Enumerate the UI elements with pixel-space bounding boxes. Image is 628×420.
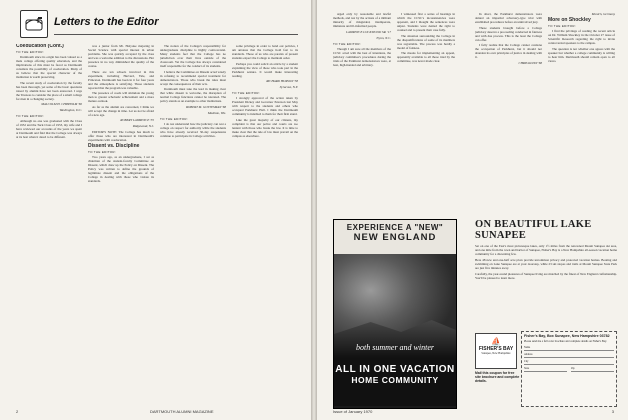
letter-paragraph: The presence of coeds will stimulate the young men to greater scholastic achievement and a more mature outlook. bbox=[88, 91, 154, 103]
ad-tagline: HOME COMMUNITY bbox=[351, 375, 439, 385]
letter-paragraph: Like the great majority of our citizens, my complaint is that our police and courts are too lenient with those who break the law. It is time to make clear that the rule of law must prevail on the campus as elsewhere. bbox=[232, 117, 298, 138]
letter-paragraph: In short, the Parkhurst demonstrators were denied an impartial adversary-type trial with established procedures before an uninvolved jury. bbox=[475, 12, 542, 24]
letter-paragraph: I believe the Committee on Dissent acted wisely in refusing to recommend special treatment for demonstrators. Those who break the rules must accept the consequences of their acts. bbox=[160, 69, 226, 86]
letters-column-1 bbox=[16, 44, 82, 404]
letter-paragraph: Perhaps you could solicit an article by a student explaining the view of those who took part in the Parkhurst seizure. It would make interesting reading. bbox=[232, 61, 298, 78]
ad-footer bbox=[334, 358, 456, 406]
letter-place: Tryon, N.C. bbox=[376, 35, 391, 40]
issue-date: Issue of January 1970 bbox=[333, 409, 373, 414]
coupon-city-field[interactable]: City bbox=[524, 359, 614, 365]
letter-paragraph: Although no one was graduated with the Class of 1952 and the Tuck Class of 1953, my wife and I have reviewed our accounts of the years we spent at Dartmouth and find that the College was always at its best when it dared to be different. bbox=[16, 119, 82, 139]
magazine-title: DARTMOUTH ALUMNI MAGAZINE bbox=[150, 409, 214, 414]
letters-masthead bbox=[18, 10, 298, 40]
letter-paragraph: I fully realize that the College cannot condone the occupation of Parkhurst, but it should not abandon its own principles of justice in dealing with it. bbox=[475, 43, 542, 59]
lake-sunapee-ad bbox=[475, 219, 617, 407]
letter-signature: ROBERT LAWRENCE '35 bbox=[120, 118, 154, 122]
section-heading: Coeducation (Cont.) bbox=[16, 44, 64, 49]
letter-paragraph: I do not understand how the judiciary can rest a college on respect for authority while the students who have already received 30-day suspensions continue to participate in College activities. bbox=[160, 121, 226, 138]
letter-paragraph: The situation surrounding the College in the disqualifications of some of its members was regrettable. The process was hardly a model of fairness. bbox=[397, 33, 455, 50]
ad-photo-caption: both summer and winter bbox=[356, 343, 434, 352]
salutation: TO THE EDITOR: bbox=[88, 149, 117, 154]
letter-place: Syracuse, N.Y. bbox=[279, 85, 298, 89]
section-heading: Dissent vs. Discipline bbox=[88, 142, 140, 149]
letters-column-2 bbox=[88, 44, 154, 404]
ad-photo bbox=[334, 254, 456, 358]
letter-paragraph: The means for implementing an appeal, apparently available to all those tried by the committee, was never made clear. bbox=[397, 51, 455, 63]
letter-place: Washington, D.C. bbox=[59, 108, 82, 112]
masthead-divider bbox=[54, 34, 298, 35]
salutation: TO THE EDITOR: bbox=[232, 91, 261, 95]
coupon-address-field[interactable]: Address bbox=[524, 352, 614, 358]
letters-column-4 bbox=[232, 44, 298, 404]
salutation: TO THE EDITOR: bbox=[548, 24, 577, 28]
ad-header bbox=[334, 220, 456, 254]
coupon-address: Fisher's Bay, Box Sunapee, New Hampshire 03782 bbox=[524, 334, 610, 338]
mailbox-icon bbox=[20, 10, 48, 38]
letter-signature: MALCOLM H. CHISHOLM '60 bbox=[41, 102, 82, 106]
page-number: 2 bbox=[16, 409, 19, 414]
letter-place: Ridgewood, N.J. bbox=[132, 124, 154, 128]
letter-paragraph: I find the privilege of reading the recent article on Dr. William Shockley in the October 27 issue of Scientific Research regarding the right to invite controversial speakers to the campus. bbox=[548, 29, 615, 45]
editor-note: EDITOR'S NOTE: The College has much to offer those who are interested in Dartmouth's experiments with coeducation. bbox=[88, 130, 154, 142]
letters-column-6 bbox=[475, 12, 615, 212]
left-page bbox=[0, 0, 311, 420]
ad-paragraph: Here 48 new and one-half acre plots provide uncommon privacy and protected vacation homes. Boating and swimming on Lake Sunapee are at your doorstep, while 23 ski slopes and trails at Mount Sunapee State Park are just five minutes away. bbox=[475, 258, 617, 270]
ad-body bbox=[475, 244, 617, 280]
letter-paragraph: I strongly approved of the action taken by President Dickey and Governor Peterson last May with respect to the students and others who occupied Parkhurst Hall. I think the Dartmouth community is indebted to them for their firm stand. bbox=[232, 96, 298, 116]
letter-paragraph: There are ten schools involved in this experiment, including Harvard, Yale, and Princeton. Dartmouth has been in it for four years and the atmosphere is satisfying. Those students reported that the program was valuable. bbox=[88, 69, 154, 90]
salutation: TO THE EDITOR: bbox=[333, 41, 362, 46]
letter-paragraph: I witnessed first a series of hearings in which the CCSC's inconsistencies were apparent, and I thought the sentences were unjust. Students were denied the right to counsel and to present their case fully. bbox=[397, 12, 455, 32]
section-heading: More on Shockley bbox=[548, 17, 591, 23]
ad-tagline: ALL IN ONE VACATION bbox=[335, 364, 455, 375]
coupon-state-zip-row bbox=[524, 366, 614, 373]
coupon-text: Please send me a full color brochure and complete details on Fisher's Bay. bbox=[524, 340, 607, 343]
ad-paragraph: Set on one of the East's most picturesque lakes, only 1½ miles from the renowned Mount Sunapee ski area, and one mile from the town and harbor of Sunapee, Fisher's Bay is a New Hampshire all-season vacation home community for a discerning few. bbox=[475, 244, 617, 256]
letter-paragraph: As far as the alumni are concerned, I think we will accept the change in time. Let us not be afraid of a new age. bbox=[88, 104, 154, 117]
letter-paragraph: The recent study of coeducation by the faculty has been thorough, yet some of the basic questions raised by alumni have not been answered. I urge the Trustees to consider the place of a small college for men in a changing society. bbox=[16, 80, 82, 101]
coupon-name-field[interactable]: Name bbox=[524, 345, 614, 351]
letter-paragraph: The question is not whether one agrees with the speaker but whether a college community is willing to hear him. Dartmouth should remain open to all views. bbox=[548, 46, 615, 63]
letter-signature: CHRIS KLEIN '68 bbox=[518, 60, 542, 65]
letter-place: Munich, Germany bbox=[591, 12, 615, 16]
letter-signature: ROBERT M. GOTTESMAN '68 bbox=[186, 104, 226, 109]
ad-title: ON BEAUTIFUL LAKE SUNAPEE bbox=[475, 219, 592, 241]
page-title: Letters to the Editor bbox=[54, 16, 159, 28]
letter-paragraph: These students brought before a College judiciary deserve a proceeding conducted in fairness and with due process. This is the least the College can offer. bbox=[475, 25, 542, 42]
salutation: TO THE EDITOR: bbox=[16, 50, 45, 54]
new-england-vacation-ad bbox=[333, 219, 457, 409]
letter-signature: RICHARD HURSON '58 bbox=[266, 79, 298, 83]
ad-call-to-action: Mail this coupon for free site brochure and complete details. bbox=[475, 371, 520, 384]
letter-place: Madison, Wis. bbox=[207, 110, 226, 115]
right-page bbox=[317, 0, 628, 420]
letter-paragraph: urged only by reasonable and lawful methods, and not by the actions of a militant minority of misguided, intemperate, immature and ill-informed people. bbox=[333, 12, 391, 28]
letter-paragraph: was a junior from Mt. Holyoke majoring in Social Science with special interest in urban problems. She was quickly accepted by the class and was a welcome addition to the discussions. Her presence in no way diminished the quality of the course. bbox=[88, 44, 154, 68]
letter-paragraph: Though I am sure all the members of the CCSC acted with the best of intentions, the judiciary committee's procedures during the trials of the Parkhurst demonstrators were, at best, high-handed and arbitrary. bbox=[333, 46, 391, 67]
ad-headline: NEW ENGLAND bbox=[353, 232, 437, 243]
letter-paragraph: Dartmouth since its origin has been valued as a male college offering quality education, and the implications of this must be faced as Dartmouth considers the possibility of coeducation. Many of us believe that the special character of the institution is worth preserving. bbox=[16, 55, 82, 79]
sailboat-icon: ⛵ bbox=[491, 337, 501, 346]
letters-column-5 bbox=[333, 12, 455, 212]
mail-coupon[interactable] bbox=[521, 331, 617, 407]
letters-column-3 bbox=[160, 44, 226, 404]
page-number: 3 bbox=[611, 409, 614, 414]
letter-signature: LAWRENCE LOCKWOOD SR. '17 bbox=[346, 29, 391, 34]
salutation: TO THE EDITOR: bbox=[160, 116, 189, 121]
logo-subtitle: Sunapee, New Hampshire bbox=[481, 352, 511, 355]
coupon-state-field[interactable]: State bbox=[524, 366, 567, 372]
mountain-silhouette bbox=[334, 318, 456, 358]
letter-paragraph: The notion of the College's responsibility for undergraduate discipline is highly controversial. Many students feel that the College has no jurisdiction over their lives outside of the classroom. Yet the College has always considered itself responsible for the conduct of its students. bbox=[160, 44, 226, 68]
salutation: TO THE EDITOR: bbox=[16, 114, 45, 118]
letter-paragraph: Two years ago, as an undergraduate, I sat as chairman of the student-faculty Committee on Dissent, which drew up the Policy on Dissent. The Policy was written to define the grounds of legitimate dissent and the obligations of the College in dealing with those who violate its standards. bbox=[88, 154, 154, 183]
letter-paragraph: some privilege in order to bend our policies, I am anxious that the College hold fast to its standards. Those of us who are parents of present students expect the College to maintain order. bbox=[232, 44, 298, 60]
logo-name: FISHER'S BAY bbox=[478, 346, 514, 352]
ad-headline: EXPERIENCE A "NEW" bbox=[346, 223, 444, 232]
letter-paragraph: Dartmouth must take the lead in making clear that while dissent is welcome, the disruption of normal College functions cannot be tolerated. The policy stands as an example to other institutions. bbox=[160, 87, 226, 103]
ad-paragraph: Carefully, the year-round pleasures of Sunapee living are matched by the finest of New England craftsmanship. You'll be pleased to learn more. bbox=[475, 272, 617, 280]
fishers-bay-logo bbox=[475, 333, 517, 369]
coupon-zip-field[interactable]: Zip bbox=[571, 366, 614, 372]
